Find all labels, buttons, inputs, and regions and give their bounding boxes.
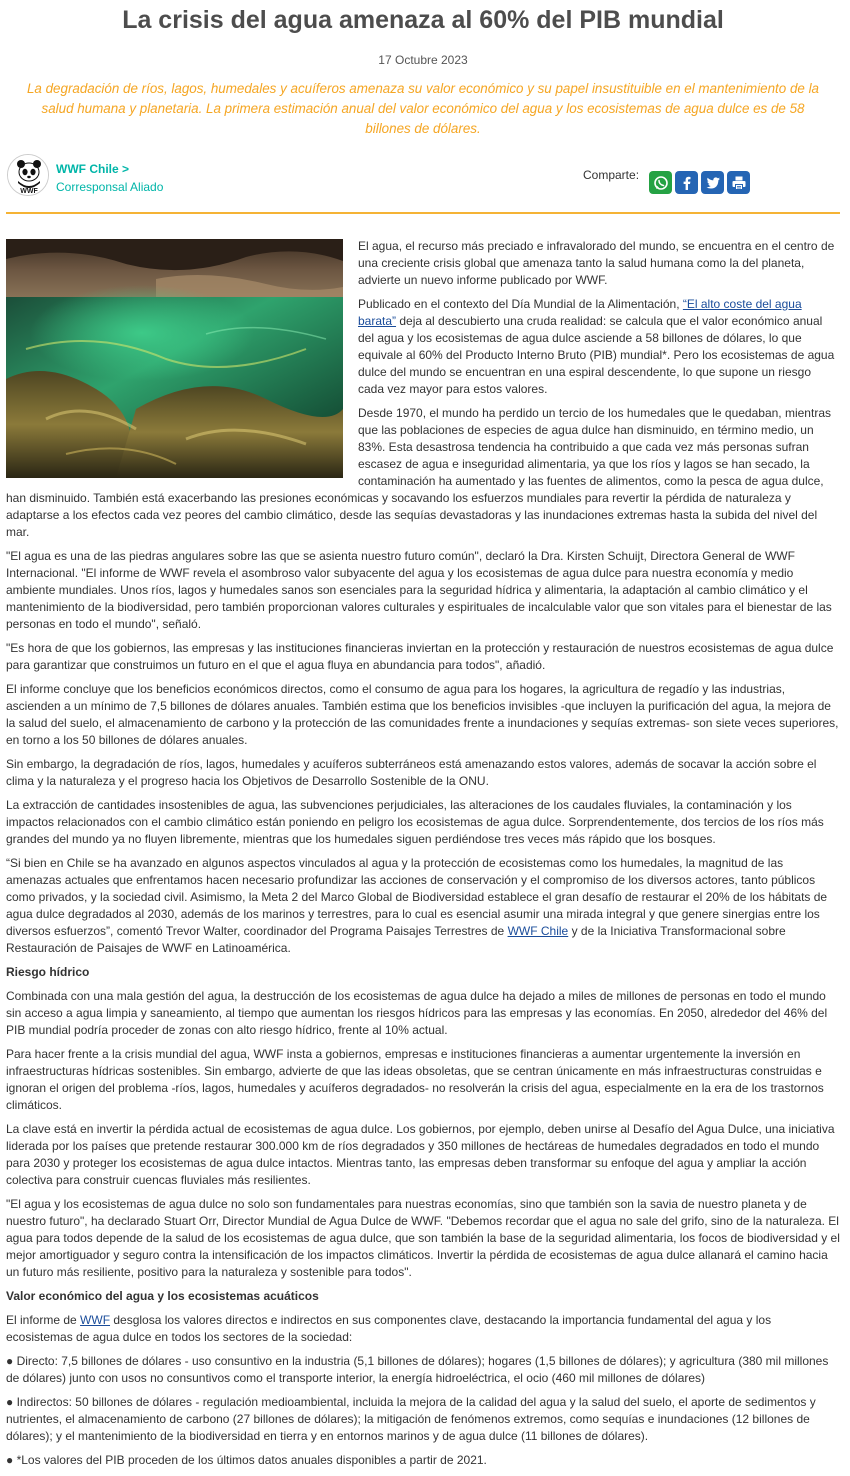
section-heading: Valor económico del agua y los ecosistemas acuáticos [6,1289,319,1303]
share-label: Comparte: [583,168,640,182]
author-name-link[interactable]: WWF Chile > [56,162,129,176]
paragraph [6,1312,840,1346]
paragraph: Desde 1970, el mundo ha perdido un tercio de los humedales que le quedaban, mientras que las poblaciones de especies de agua dulce han disminuido, en término medio, un 83%. Esta desastrosa tendencia ha contribuido a que cada vez más personas sufran escasez de agua e inseguridad alimentaria, ya que los ríos y lagos se han secado, la contaminación ha aumentado y las fuentes de alimentos, como la pesca de agua dulce, han disminuido. También está exacerbando las presiones económicas y socavando los esfuerzos mundiales para revertir la pérdida de naturaleza y adaptarse a los efectos cada vez peores del cambio climático, desde las sequías devastadoras y las inundaciones extremas hasta la subida del nivel del mar. [6,406,831,539]
print-button[interactable] [727,171,750,194]
text-span: desglosa los valores directos e indirectos en sus componentes clave, destacando la importancia fundamental del agua y los ecosistemas de agua dulce en todos los sectores de la sociedad: [6,1313,772,1344]
article-date: 17 Octubre 2023 [378,53,468,67]
panda-icon [8,155,49,196]
bullet-item: ● Indirectos: 50 billones de dólares - regulación medioambiental, incluida la mejora de la calidad del agua y la salud del suelo, el aporte de sedimentos y nutrientes, el almacenamiento de carbono (27 billones de dólares); la mitigación de fenómenos extremos, como sequías e inundaciones (12 billones de dólares); y el mantenimiento de la biodiversidad en tierra y en entornos marinos y de agua dulce (11 billones de dólares). [6,1395,816,1443]
svg-text:WWF: WWF [20,188,38,195]
wwf-link[interactable]: WWF [80,1313,111,1327]
paragraph: El agua, el recurso más preciado e infravalorado del mundo, se encuentra en el centro de una creciente crisis global que amenaza tanto la salud humana como la del planeta, advierte un nuevo informe publicado por WWF. [358,239,835,287]
paragraph: "El agua es una de las piedras angulares sobre las que se asienta nuestro futuro común", declaró la Dra. Kirsten Schuijt, Directora General de WWF Internacional. "El informe de WWF revela el asombroso valor subyacente del agua y los ecosistemas de agua dulce para nuestra economía y medio ambiente mundiales. Unos ríos, lagos y humedales sanos son esenciales para la seguridad hídrica y alimentaria, la adaptación al cambio climático y el mantenimiento de la biodiversidad, pero también proporcionan valores culturales y espirituales de incalculable valor que son vitales para el bienestar de las personas en todo el mundo", señaló. [6,549,832,631]
underwater-river-image [6,239,343,478]
print-icon [731,175,747,191]
text-span: El informe de [6,1313,81,1327]
paragraph: "El agua y los ecosistemas de agua dulce no solo son fundamentales para nuestras economías, sino que también son la savia de nuestro planeta y de nuestro futuro", ha declarado Stuart Orr, Director Mundial de Agua Dulce de WWF. "Debemos recordar que el agua no sale del grifo, sino de la naturaleza. El agua para todos depende de la salud de los ecosistemas de agua dulce, que son también la base de la seguridad alimentaria, los focos de biodiversidad y el mejor amortiguador y seguro contra la intensificación de los impactos climáticos. Invertir la pérdida de ecosistemas de agua dulce allanará el camino hacia un futuro más resiliente, positivo para la naturaleza y sostenible para todos". [6,1197,840,1279]
author-role: Corresponsal Aliado [56,180,164,194]
wwf-logo[interactable] [7,154,49,196]
article-body [6,238,840,1469]
wwf-chile-link[interactable]: WWF Chile [507,924,569,938]
hero-image [6,239,343,478]
whatsapp-icon [653,175,669,191]
share-whatsapp-button[interactable] [649,171,672,194]
text-span: “Si bien en Chile se ha avanzado en algunos aspectos vinculados al agua y la protección de ecosistemas como los humedales, la magnitud de las amenazas actuales que enfrentamos hacen necesario profundizar las acciones de conservación y el compromiso de los diversos actores, tanto públicos como privados, y la sociedad civil. Asimismo, la Meta 2 del Marco Global de Biodiversidad establece el gran desafío de restaurar el 20% de los hábitats de agua dulce degradados al 2030, además de los marinos y terrestres, para lo cual es esencial asumir una mirada integral y que genere sinergias entre los diversos esfuerzos”, comentó Trevor Walter, coordinador del Programa Paisajes Terrestres de [6,856,828,938]
accent-divider [6,212,840,214]
paragraph: El informe concluye que los beneficios económicos directos, como el consumo de agua para los hogares, la agricultura de regadío y las industrias, ascienden a un mínimo de 7,5 billones de dólares anuales. También estima que los beneficios invisibles -que incluyen la purificación del agua, la mejora de la salud del suelo, el almacenamiento de carbono y la protección de las comunidades frente a inundaciones y sequías extremas- son siete veces superiores, en torno a los 50 billones de dólares anuales. [6,682,839,747]
share-buttons [649,171,750,194]
paragraph: Para hacer frente a la crisis mundial del agua, WWF insta a gobiernos, empresas e instituciones financieras a aumentar urgentemente la inversión en infraestructuras hídricas sostenibles. Sin embargo, advierte de que las ideas obsoletas, que se centran únicamente en más infraestructuras construidas e ignoran el origen del problema -ríos, lagos, humedales y acuíferos degradados- no resolverán la crisis del agua, especialmente en la era de los trastornos climáticos. [6,1047,824,1112]
article-title: La crisis del agua amenaza al 60% del PIB mundial [122,6,724,34]
paragraph: La extracción de cantidades insostenibles de agua, las subvenciones perjudiciales, las alteraciones de los caudales fluviales, la contaminación y los impactos relacionados con el cambio climático están poniendo en peligro los ecosistemas de agua dulce. Sorprendentemente, dos tercios de los ríos más grandes del mundo ya no fluyen libremente, mientras que los humedales siguen perdiéndose tres veces más rápido que los bosques. [6,798,824,846]
share-facebook-button[interactable] [675,171,698,194]
paragraph: La clave está en invertir la pérdida actual de ecosistemas de agua dulce. Los gobiernos, por ejemplo, deben unirse al Desafío del Agua Dulce, una iniciativa liderada por los países que pretende restaurar 300.000 km de ríos degradados y 350 millones de hectáreas de humedales degradados en todo el mundo para 2030 y proteger los ecosistemas de agua dulce intactos. Mientras tanto, las empresas deben transformar su enfoque del agua y ampliar la acción colectiva para construir cuencas fluviales más resilientes. [6,1122,835,1187]
article-lead: La degradación de ríos, lagos, humedales y acuíferos amenaza su valor económico y su papel insustituible en el mantenimiento de la salud humana y planetaria. La primera estimación anual del valor económico del agua y los ecosistemas de agua dulce es de 58 billones de dólares. [26,81,819,136]
paragraph: Sin embargo, la degradación de ríos, lagos, humedales y acuíferos subterráneos está amenazando estos valores, además de socavar la acción sobre el clima y la naturaleza y el progreso hacia los Objetivos de Desarrollo Sostenible de la ONU. [6,757,817,788]
text-span: Publicado en el contexto del Día Mundial de la Alimentación, [358,297,683,311]
report-link[interactable]: “El alto coste del agua barata” [358,297,802,328]
bullet-item: ● *Los valores del PIB proceden de los últimos datos anuales disponibles a partir de 2021. [6,1453,487,1467]
paragraph: Combinada con una mala gestión del agua, la destrucción de los ecosistemas de agua dulce ha dejado a miles de millones de personas en todo el mundo sin acceso a agua limpia y saneamiento, al tiempo que aumentan los riesgos hídricos para las empresas y las economías. En 2050, alrededor del 46% del PIB mundial podría proceder de zonas con alto riesgo hídrico, frente al 10% actual. [6,989,828,1037]
section-heading: Riesgo hídrico [6,965,90,979]
share-twitter-button[interactable] [701,171,724,194]
bullet-item: ● Directo: 7,5 billones de dólares - uso consuntivo en la industria (5,1 billones de dólares); hogares (1,5 billones de dólares); y agricultura (380 mil millones de dólares) junto con usos no consuntivos como el transporte interior, la energía hidroeléctrica, el ocio (460 mil millones de dólares) [6,1354,829,1385]
text-span: y de la Iniciativa Transformacional sobre Restauración de Paisajes de WWF en Latinoamérica. [6,924,786,955]
paragraph: "Es hora de que los gobiernos, las empresas y las instituciones financieras inviertan en la protección y restauración de nuestros ecosistemas de agua dulce para garantizar que construimos un futuro en el que el agua fluya en abundancia para todos", añadió. [6,641,834,672]
text-span: deja al descubierto una cruda realidad: se calcula que el valor económico anual del agua y los ecosistemas de agua dulce asciende a 58 billones de dólares, lo que equivale al 60% del Producto Interno Bruto (PIB) mundial*. Pero los ecosistemas de agua dulce del mundo se encuentran en una espiral descendente, lo que supone un riesgo cada vez mayor para estos valores. [358,314,835,396]
byline [6,154,840,212]
author-block [56,160,163,196]
facebook-icon [679,175,695,191]
paragraph [6,855,840,957]
twitter-icon [705,175,721,191]
